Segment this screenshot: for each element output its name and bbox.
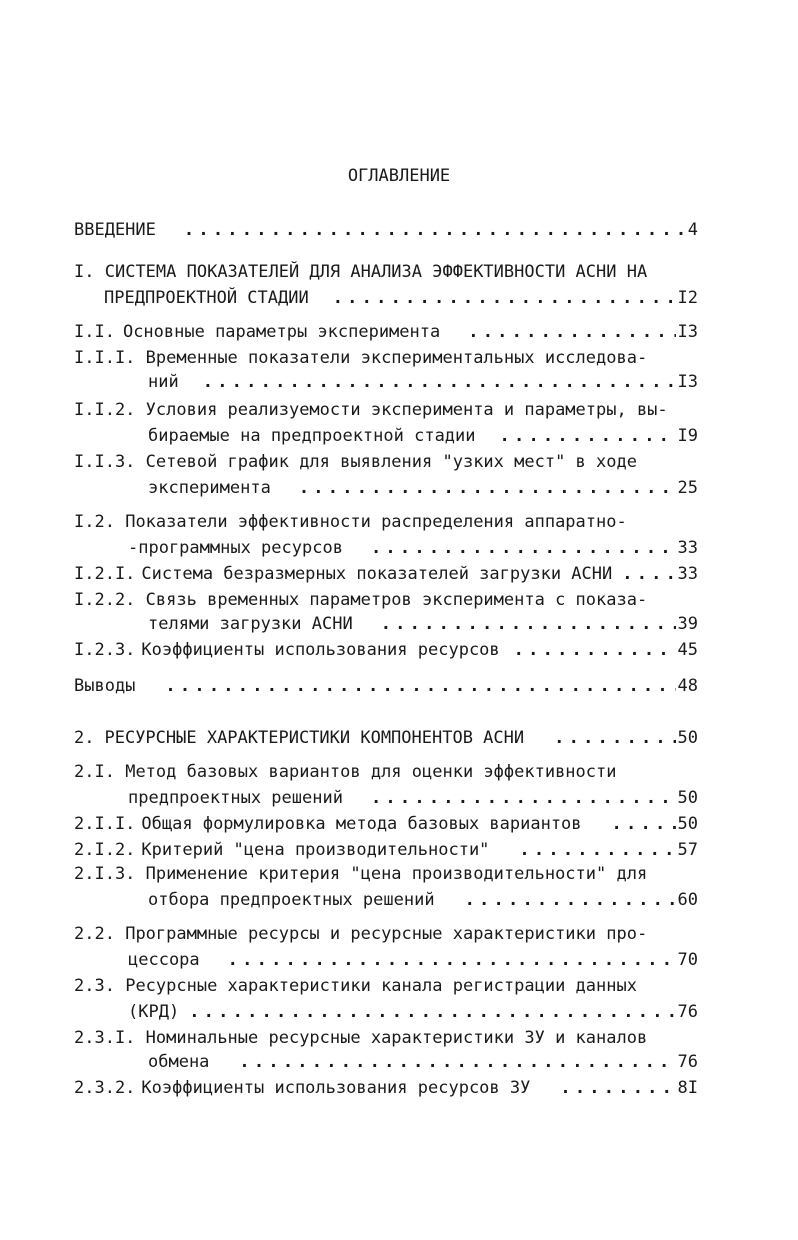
toc-entry-1-1-3-cont[interactable] (148, 478, 698, 502)
entry-text: Сетевой график для выявления "узких мест" в ходе (145, 452, 637, 472)
toc-entry-1-1-1[interactable] (74, 348, 698, 372)
page-title: ОГЛАВЛЕНИЕ (347, 166, 451, 186)
entry-text: ПРЕДПРОЕКТНОЙ СТАДИИ (104, 288, 309, 308)
entry-number: I.2.2. (74, 590, 136, 610)
leader-dots (500, 426, 676, 446)
entry-text: Номинальные ресурсные характеристики ЗУ и каналов (145, 1028, 648, 1048)
entry-text: (КРД) (128, 1002, 180, 1022)
entry-text: Выводы (74, 676, 136, 696)
leader-dots (184, 220, 686, 240)
entry-text: предпроектных решений (128, 788, 343, 808)
page-number: 57 (677, 840, 698, 860)
toc-entry-intro[interactable] (74, 220, 698, 244)
page-number: I2 (677, 288, 698, 308)
page-number: I3 (677, 322, 698, 342)
entry-number: I.2.3. (74, 640, 136, 660)
leader-dots (560, 1078, 675, 1098)
entry-text: Коэффициенты использования ресурсов ЗУ (141, 1078, 531, 1098)
toc-entry-conclusions[interactable] (74, 676, 698, 700)
entry-text: бираемые на предпроектной стадии (148, 426, 476, 446)
toc-entry-2-2-cont[interactable] (128, 950, 698, 974)
toc-entry-2-3-cont[interactable] (128, 1002, 698, 1026)
leader-dots (622, 564, 675, 584)
toc-entry-1-2[interactable] (74, 512, 698, 536)
entry-number: 2.I. (74, 762, 115, 782)
toc-entry-1-2-cont[interactable] (128, 538, 698, 562)
toc-entry-1-1-1-cont[interactable] (148, 372, 698, 396)
page-number: 50 (677, 728, 698, 748)
entry-number: 2. (74, 728, 95, 748)
toc-entry-1-2-2[interactable] (74, 590, 698, 614)
entry-number: I.I. (74, 322, 115, 342)
page-number: 76 (677, 1002, 698, 1022)
page-number: 33 (677, 564, 698, 584)
leader-dots (514, 640, 676, 660)
entry-text: телями загрузки АСНИ (148, 614, 353, 634)
leader-dots (189, 1002, 675, 1022)
toc-entry-chapter-2[interactable] (74, 728, 698, 752)
entry-text: ний (148, 372, 179, 392)
entry-number: 2.I.3. (74, 864, 136, 884)
leader-dots (299, 478, 676, 498)
toc-entry-2-1-3-cont[interactable] (148, 890, 698, 914)
entry-number: 2.3. (74, 976, 115, 996)
entry-number: 2.3.2. (74, 1078, 136, 1098)
toc-entry-2-3-1-cont[interactable] (148, 1052, 698, 1076)
page-number: 45 (677, 640, 698, 660)
entry-text: Метод базовых вариантов для оценки эффективности (125, 762, 617, 782)
toc-entry-2-1[interactable] (74, 762, 698, 786)
entry-text: Ресурсные характеристики канала регистрации данных (125, 976, 637, 996)
leader-dots (465, 890, 676, 910)
entry-text: эксперимента (148, 478, 271, 498)
toc-entry-2-1-2[interactable] (74, 840, 698, 864)
toc-entry-1-1-2-cont[interactable] (148, 426, 698, 450)
entry-text: Временные показатели экспериментальных исследова- (145, 348, 648, 368)
page-number: 60 (677, 890, 698, 910)
toc-entry-2-1-cont[interactable] (128, 788, 698, 812)
leader-dots (228, 950, 676, 970)
entry-text: цессора (128, 950, 200, 970)
toc-entry-1-2-3[interactable] (74, 640, 698, 664)
entry-text: Основные параметры эксперимента (122, 322, 441, 342)
entry-number: 2.3.I. (74, 1028, 136, 1048)
toc-entry-2-2[interactable] (74, 924, 698, 948)
entry-text: Связь временных параметров эксперимента с показа- (145, 590, 648, 610)
page-number: 48 (677, 676, 698, 696)
leader-dots (371, 538, 676, 558)
toc-entry-1-1-3[interactable] (74, 452, 698, 476)
page-number: 50 (677, 814, 698, 834)
leader-dots (371, 788, 676, 808)
entry-text: Программные ресурсы и ресурсные характеристики про- (125, 924, 648, 944)
entry-number: I. (74, 262, 95, 282)
entry-number: 2.I.I. (74, 814, 136, 834)
leader-dots (165, 676, 675, 696)
page-number: 4 (687, 220, 698, 240)
page-number: I9 (677, 426, 698, 446)
entry-text: Критерий "цена производительности" (141, 840, 490, 860)
leader-dots (612, 814, 676, 834)
page-number: 8I (677, 1078, 698, 1098)
page-number: I3 (677, 372, 698, 392)
toc-entry-2-1-3[interactable] (74, 864, 698, 888)
toc-entry-1-1[interactable] (74, 322, 698, 346)
toc-entry-2-1-1[interactable] (74, 814, 698, 838)
page-number: 39 (677, 614, 698, 634)
toc-entry-chapter-1-cont[interactable] (104, 288, 698, 312)
entry-text: Общая формулировка метода базовых вариантов (141, 814, 582, 834)
leader-dots (333, 288, 676, 308)
toc-entry-2-3-1[interactable] (74, 1028, 698, 1052)
entry-number: I.I.3. (74, 452, 136, 472)
toc-entry-2-3-2[interactable] (74, 1078, 698, 1102)
leader-dots (554, 728, 675, 748)
toc-entry-1-2-2-cont[interactable] (148, 614, 698, 638)
leader-dots (519, 840, 675, 860)
entry-text: отбора предпроектных решений (148, 890, 435, 910)
entry-number: I.I.2. (74, 400, 136, 420)
entry-text: Условия реализуемости эксперимента и параметры, вы- (145, 400, 668, 420)
page-number: 50 (677, 788, 698, 808)
leader-dots (203, 372, 676, 392)
entry-number: 2.2. (74, 924, 115, 944)
page-number: 33 (677, 538, 698, 558)
entry-number: 2.I.2. (74, 840, 136, 860)
entry-number: I.I.I. (74, 348, 136, 368)
entry-text: Система безразмерных показателей загрузки АСНИ (141, 564, 613, 584)
toc-entry-1-1-2[interactable] (74, 400, 698, 424)
leader-dots (239, 1052, 675, 1072)
page-number: 25 (677, 478, 698, 498)
entry-text: обмена (148, 1052, 210, 1072)
entry-text: Показатели эффективности распределения аппаратно- (125, 512, 627, 532)
entry-text: Применение критерия "цена производительности" для (145, 864, 648, 884)
entry-text: -программных ресурсов (128, 538, 343, 558)
page-number: 70 (677, 950, 698, 970)
entry-number: I.2.I. (74, 564, 136, 584)
toc-entry-1-2-1[interactable] (74, 564, 698, 588)
leader-dots (381, 614, 676, 634)
entry-text: РЕСУРСНЫЕ ХАРАКТЕРИСТИКИ КОМПОНЕНТОВ АСНИ (104, 728, 525, 748)
entry-number: I.2. (74, 512, 115, 532)
entry-text: СИСТЕМА ПОКАЗАТЕЛЕЙ ДЛЯ АНАЛИЗА ЭФФЕКТИВНОСТИ АСНИ НА (104, 262, 648, 282)
leader-dots (468, 322, 675, 342)
entry-text: ВВЕДЕНИЕ (74, 220, 156, 240)
page-number: 76 (677, 1052, 698, 1072)
entry-text: Коэффициенты использования ресурсов (141, 640, 500, 660)
toc-entry-chapter-1[interactable] (74, 262, 698, 286)
toc-entry-2-3[interactable] (74, 976, 698, 1000)
